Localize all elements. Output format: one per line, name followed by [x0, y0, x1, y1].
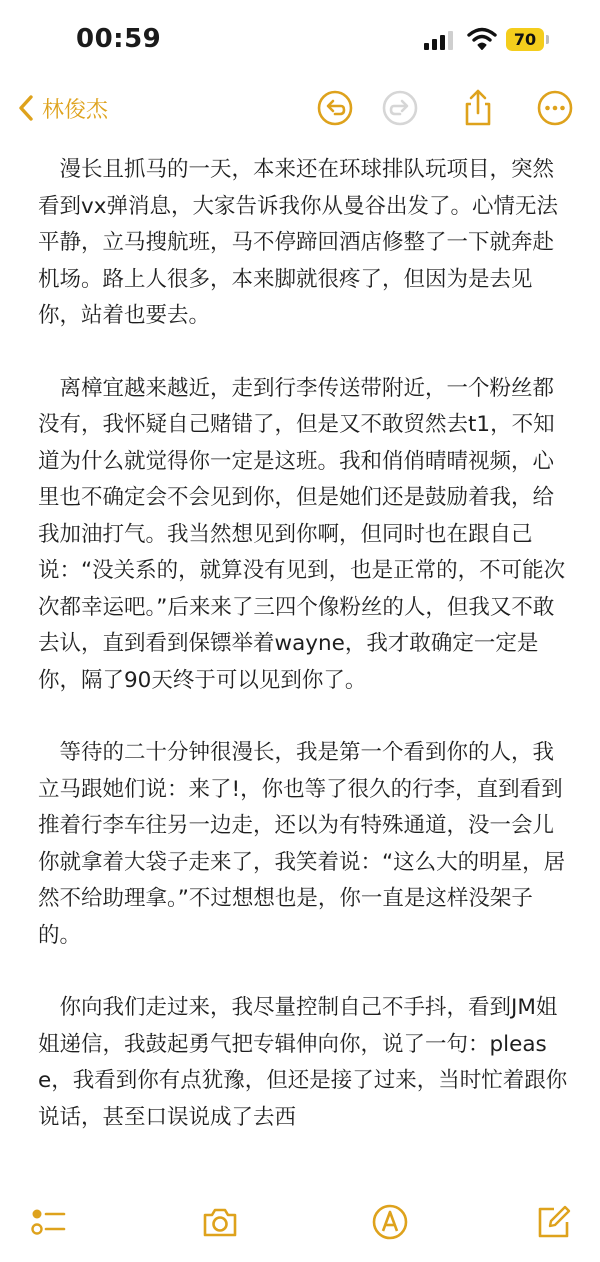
checklist-icon[interactable] [28, 1202, 68, 1242]
note-paragraph: 离樟宜越来越近，走到行李传送带附近，一个粉丝都没有，我怀疑自己赌错了，但是又不敢贸然去t1，不知道为什么就觉得你一定是这班。我和俏俏晴晴视频，心里也不确定会不会见到你，但是她们还是鼓励着我，给我加油打气。我当然想见到你啊，但同时也在跟自己说：“没关系的，就算没有见到，也是正常的，不可能次次都幸运吧。”后来来了三四个像粉丝的人，但我又不敢去认，直到看到保镖举着wayne，我才敢确定一定是你，隔了90天终于可以见到你了。 [38, 375, 566, 693]
battery-indicator: 70 [506, 28, 544, 51]
back-button[interactable] [16, 90, 108, 126]
note-paragraph: 漫长且抓马的一天，本来还在环球排队玩项目，突然看到vx弹消息，大家告诉我你从曼谷出发了。心情无法平静，立马搜航班，马不停蹄回酒店修整了一下就奔赴机场。路上人很多，本来脚就很疼了，但因为是去见你，站着也要去。 [38, 157, 558, 328]
chevron-left-icon [16, 94, 36, 122]
camera-icon[interactable] [200, 1202, 240, 1242]
undo-icon[interactable] [315, 88, 355, 128]
note-paragraph: 等待的二十分钟很漫长，我是第一个看到你的人，我立马跟她们说：来了!，你也等了很久的行李，直到看到推着行李车往另一边走，还以为有特殊通道，没一会儿你就拿着大袋子走来了，我笑着说：“这么大的明星，居然不给助理拿。”不过想想也是，你一直是这样没架子的。 [38, 740, 566, 948]
compose-icon[interactable] [534, 1202, 574, 1242]
status-time: 00:59 [76, 24, 162, 54]
note-paragraph: 你向我们走过来，我尽量控制自己不手抖，看到JM姐姐递信，我鼓起勇气把专辑伸向你，说了一句：please，我看到你有点犹豫，但还是接了过来，当时忙着跟你说话，甚至口误说成了去西 [38, 995, 568, 1130]
more-icon[interactable] [535, 88, 575, 128]
back-label: 林俊杰 [42, 97, 109, 123]
bottom-toolbar [0, 1190, 600, 1262]
wifi-icon [467, 27, 497, 51]
battery-tip [546, 35, 549, 44]
share-icon[interactable] [458, 88, 498, 128]
markup-pen-icon[interactable] [370, 1202, 410, 1242]
cellular-signal-icon [424, 30, 454, 50]
status-bar [0, 0, 600, 80]
redo-icon[interactable] [380, 88, 420, 128]
nav-bar [0, 80, 600, 136]
note-body[interactable] [38, 152, 568, 1172]
